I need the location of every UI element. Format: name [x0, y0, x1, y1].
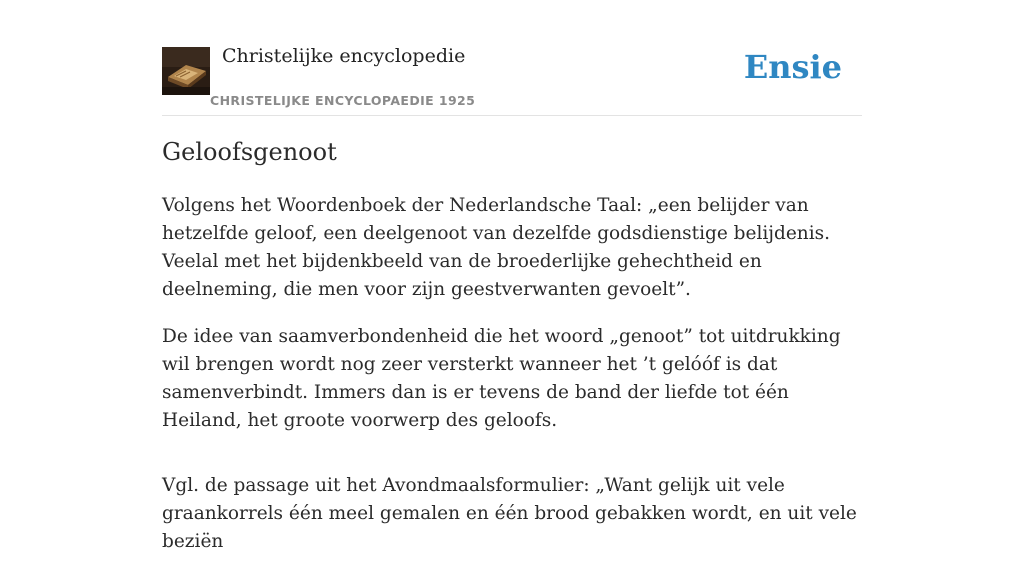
book-cover-icon[interactable]	[162, 47, 210, 95]
source-subtitle[interactable]: CHRISTELIJKE ENCYCLOPAEDIE 1925	[210, 93, 476, 108]
content-column	[162, 0, 862, 552]
article-body	[162, 192, 862, 575]
brand-logo[interactable]: Ensie	[743, 48, 842, 86]
article-paragraph: Volgens het Woordenboek der Nederlandsche Taal: „een belijder van hetzelfde geloof, een deelgenoot van dezelfde godsdienstige belijdenis. Veelal met het bijdenkbeeld van de broederlijke gehechtheid en deelneming, die men voor zijn geestverwanten gevoelt”.	[162, 195, 831, 300]
source-title[interactable]: Christelijke encyclopedie	[222, 45, 466, 67]
article-paragraph: Vgl. de passage uit het Avondmaalsformulier: „Want gelijk uit vele graankorrels één meel gemalen en één brood gebakken wordt, en uit vele beziën	[162, 475, 857, 552]
article-paragraph: De idee van saamverbondenheid die het woord „genoot” tot uitdrukking wil brengen wordt nog zeer versterkt wanneer het ’t gelóóf is dat samenverbindt. Immers dan is er tevens de band der liefde tot één Heiland, het groote voorwerp des geloofs.	[162, 326, 841, 431]
article-title: Geloofsgenoot	[162, 138, 337, 166]
header	[162, 0, 862, 116]
